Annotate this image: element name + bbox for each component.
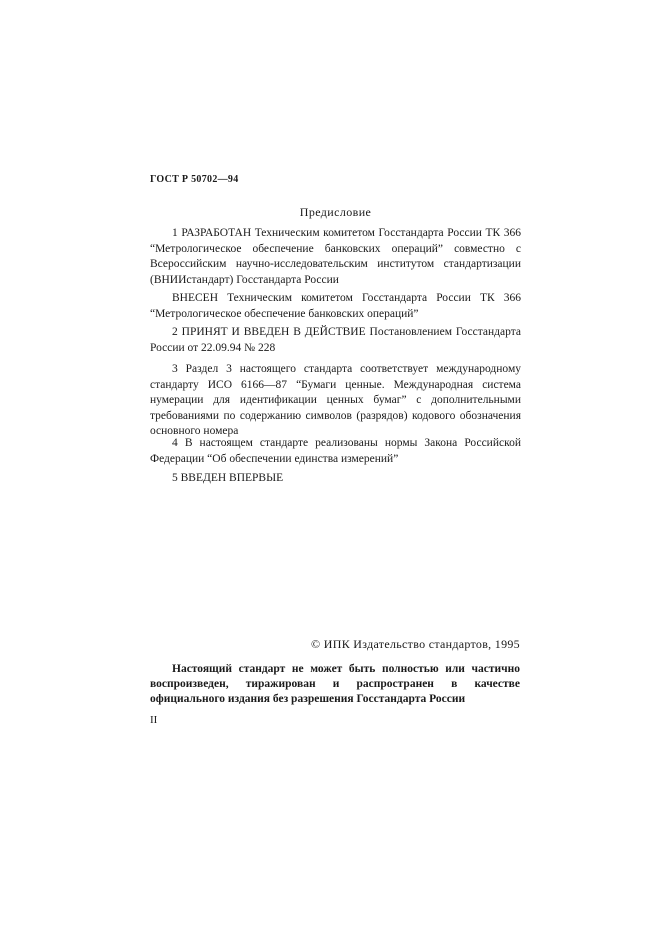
paragraph-correspondence: 3 Раздел 3 настоящего стандарта соответствует международному стандарту ИСО 6166—87 “Бумаги ценные. Международная система нумерации для идентификации ценных бумаг” с дополнительными требованиями по содержанию символов (разрядов) кодового обозначения основного номера (150, 363, 521, 437)
copyright-line: © ИПК Издательство стандартов, 1995 (311, 637, 520, 651)
page-number: II (150, 714, 158, 726)
reproduction-notice: Настоящий стандарт не может быть полностью или частично воспроизведен, тиражирован и распространен в качестве официального издания без разрешения Госстандарта России (150, 663, 520, 705)
paragraph-submitted: ВНЕСЕН Техническим комитетом Госстандарта России ТК 366 “Метрологическое обеспечение банковских операций” (150, 292, 521, 320)
document-header: ГОСТ Р 50702—94 (150, 174, 239, 185)
paragraph-first-introduced: 5 ВВЕДЕН ВПЕРВЫЕ (172, 472, 284, 484)
paragraph-adopted: 2 ПРИНЯТ И ВВЕДЕН В ДЕЙСТВИЕ Постановлением Госстандарта России от 22.09.94 № 228 (150, 326, 521, 354)
paragraph-law: 4 В настоящем стандарте реализованы нормы Закона Российской Федерации “Об обеспечении единства измерений” (150, 437, 521, 465)
section-title: Предисловие (299, 205, 372, 219)
paragraph-developed: 1 РАЗРАБОТАН Техническим комитетом Госстандарта России ТК 366 “Метрологическое обеспечение банковских операций” совместно с Всероссийским научно-исследовательским институтом стандартизации (ВНИИстандарт) Госстандарта России (150, 227, 521, 286)
